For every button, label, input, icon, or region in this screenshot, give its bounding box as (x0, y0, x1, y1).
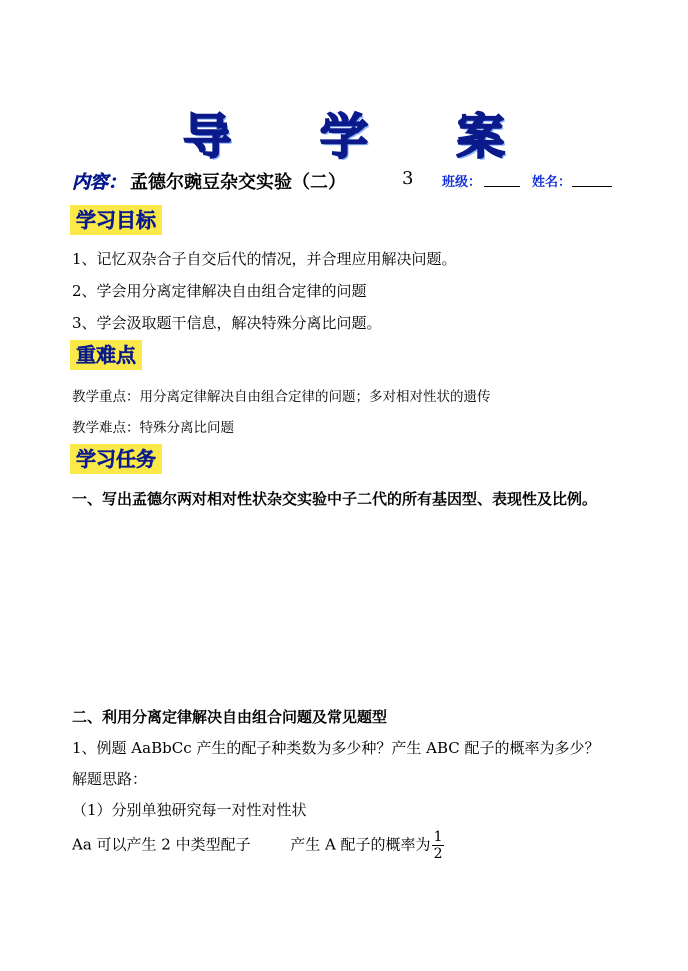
section-learning-goals: 学习目标 (70, 205, 162, 235)
page-title: 导 学 案 (183, 109, 541, 165)
section-learning-tasks: 学习任务 (70, 444, 162, 474)
step-1: （1）分别单独研究每一对性对性状 (72, 801, 307, 819)
task-2: 二、利用分离定律解决自由组合问题及常见题型 (72, 708, 388, 726)
fraction-denominator: 2 (433, 846, 443, 862)
aa-gamete-text: Aa 可以产生 2 中类型配子 (72, 835, 251, 854)
fraction (432, 830, 445, 861)
fraction-numerator: 1 (433, 829, 443, 845)
goal-item-3: 3、学会汲取题干信息，解决特殊分离比问题。 (72, 314, 382, 332)
key-point: 教学重点：用分离定律解决自由组合定律的问题；多对相对性状的遗传 (72, 389, 491, 405)
probability-text: 产生 A 配子的概率为 (290, 835, 431, 854)
content-number: 3 (402, 168, 414, 189)
content-text: 孟德尔豌豆杂交实验（二） (130, 172, 346, 193)
class-blank[interactable] (484, 186, 520, 187)
content-line (72, 168, 632, 196)
name-label: 姓名： (532, 175, 572, 190)
section-key-difficult: 重难点 (70, 340, 142, 370)
goal-item-2: 2、学会用分离定律解决自由组合定律的问题 (72, 282, 367, 300)
name-blank[interactable] (572, 186, 612, 187)
example-question: 1、例题 AaBbCc 产生的配子种类数为多少种？产生 ABC 配子的概率为多少？ (72, 739, 600, 757)
goal-item-1: 1、记忆双杂合子自交后代的情况，并合理应用解决问题。 (72, 250, 457, 268)
content-label: 内容： (72, 172, 126, 193)
thinking-label: 解题思路： (72, 770, 148, 788)
title-wrap (0, 98, 688, 167)
class-label: 班级： (442, 175, 482, 190)
difficult-point: 教学难点：特殊分离比问题 (72, 420, 234, 436)
aa-gamete-line (72, 830, 444, 861)
task-1: 一、写出孟德尔两对相对性状杂交实验中子二代的所有基因型、表现性及比例。 (72, 490, 598, 508)
